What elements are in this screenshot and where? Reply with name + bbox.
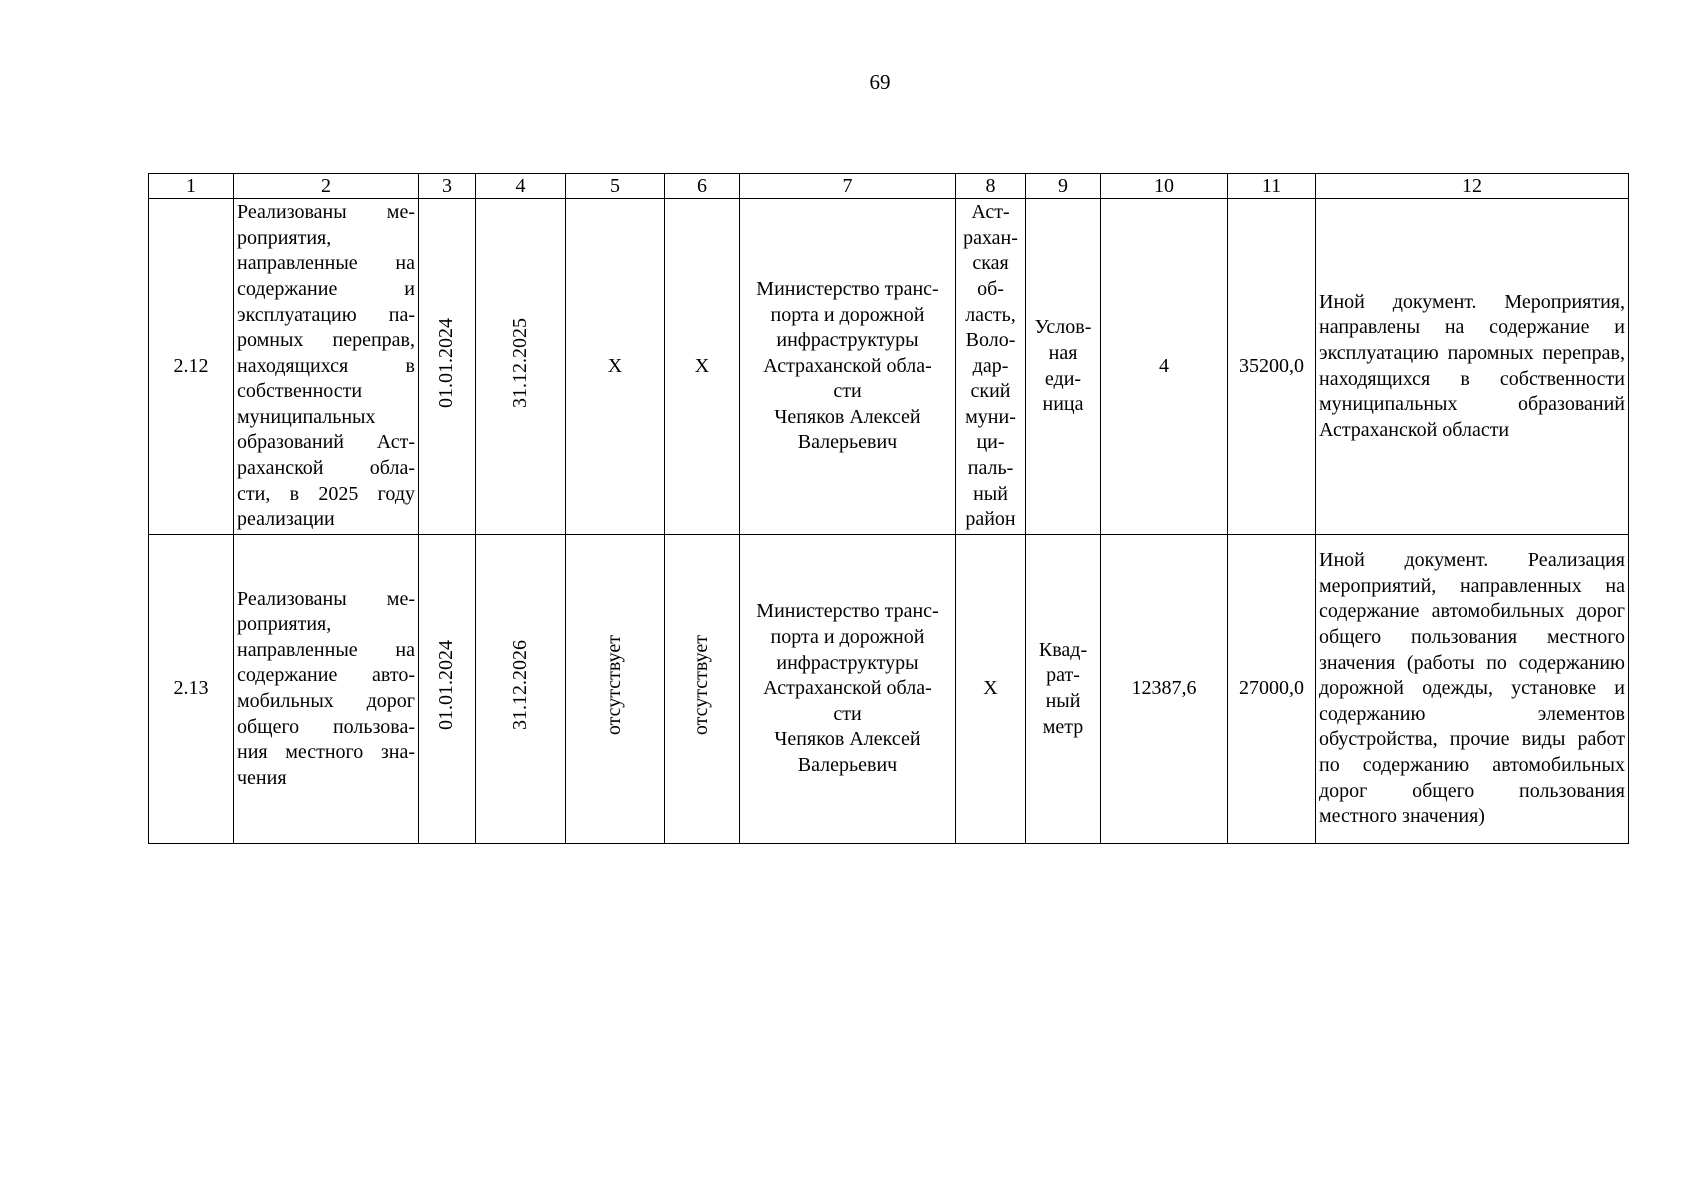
text-line: Валерьевич [797, 431, 898, 454]
text-line: рат- [1046, 664, 1080, 687]
header-cell: 9 [1026, 174, 1101, 199]
col5-cell: Х [566, 199, 665, 535]
territory-cell [956, 199, 1026, 535]
unit-lines [1029, 638, 1097, 740]
text-line: Услов- [1034, 316, 1092, 339]
col6-text: отсутствует [690, 635, 713, 736]
result-cell [234, 199, 419, 535]
territory-lines [959, 200, 1022, 533]
header-cell: 11 [1228, 174, 1316, 199]
document-cell: Иной документ. Реализация мероприятий, направленных на содержание автомобильных дорог общего пользования местного значения (работы по содержанию дорожной одежды, установке и содержанию элементов обустройства, прочие виды работ по содержанию автомобильных дорог общего пользования местного значения) [1316, 535, 1629, 844]
text-line: ный [973, 482, 1008, 505]
responsible-cell [740, 199, 956, 535]
col6-cell [665, 535, 740, 844]
header-cell: 7 [740, 174, 956, 199]
header-cell: 2 [234, 174, 419, 199]
header-cell: 5 [566, 174, 665, 199]
page-number: 69 [869, 70, 891, 94]
text-line: образований Аст- [237, 431, 415, 454]
start-date: 01.01.2024 [435, 640, 458, 731]
text-line: роприятия, [237, 613, 332, 636]
header-cell: 1 [149, 174, 234, 199]
col5-cell [566, 535, 665, 844]
header-cell: 8 [956, 174, 1026, 199]
text-line: Воло- [965, 329, 1016, 352]
text-line: общего пользова- [237, 715, 415, 738]
text-line: муни- [965, 405, 1016, 428]
text-line: раханской обла- [237, 457, 415, 480]
text-line: находящихся в [237, 354, 415, 377]
text-line: направленные на [237, 252, 415, 275]
col6-cell: Х [665, 199, 740, 535]
table-header-row [149, 174, 1629, 199]
start-date: 01.01.2024 [435, 317, 458, 408]
table-row [149, 199, 1629, 535]
data-table [148, 173, 1629, 844]
text-line: об- [977, 277, 1004, 300]
text-line: чения [237, 766, 287, 789]
header-cell: 3 [419, 174, 476, 199]
unit-cell [1026, 199, 1101, 535]
funding-cell: 35200,0 [1228, 199, 1316, 535]
text-line: порта и дорожной [770, 303, 925, 326]
territory-cell: Х [956, 535, 1026, 844]
responsible-lines [743, 277, 952, 456]
end-date-cell [476, 199, 566, 535]
text-line: содержание авто- [237, 664, 415, 687]
text-line: Аст- [971, 201, 1010, 224]
text-line: Министерство транс- [756, 277, 939, 300]
text-line: паль- [967, 457, 1014, 480]
result-cell [234, 535, 419, 844]
table-row [149, 535, 1629, 844]
text-line: Министерство транс- [756, 600, 939, 623]
text-line: Астраханской обла- [763, 354, 932, 377]
header-cell: 10 [1101, 174, 1228, 199]
end-date-cell [476, 535, 566, 844]
text-line: инфраструктуры [776, 329, 919, 352]
text-line: рахан- [963, 226, 1018, 249]
text-line: ная [1048, 341, 1078, 364]
unit-lines [1029, 315, 1097, 417]
text-line: собственности [237, 380, 363, 403]
text-line: Квад- [1038, 638, 1088, 661]
header-cell: 6 [665, 174, 740, 199]
text-line: порта и дорожной [770, 626, 925, 649]
text-line: ница [1042, 393, 1084, 416]
text-line: ласть, [965, 303, 1016, 326]
document-cell: Иной документ. Мероприятия, направлены на содержание и эксплуатацию паромных переправ, находящихся в собственности муниципальных образований Астраханской области [1316, 199, 1629, 535]
text-line: сти [833, 702, 862, 725]
text-line: мобильных дорог [237, 690, 415, 712]
text-line: инфраструктуры [776, 651, 919, 674]
text-line: Реализованы ме- [237, 201, 415, 224]
start-date-cell [419, 535, 476, 844]
text-line: ская [972, 252, 1009, 275]
col5-text: отсутствует [603, 635, 626, 736]
text-line: Реализованы ме- [237, 587, 415, 610]
text-line: реализации [237, 508, 335, 531]
text-line: дар- [972, 354, 1009, 377]
text-line: Чепяков Алексей [774, 728, 921, 751]
row-number: 2.12 [149, 199, 234, 535]
text-line: муниципальных [237, 405, 376, 428]
text-line: эксплуатацию па- [237, 303, 415, 326]
text-line: ский [970, 380, 1011, 403]
text-line: ромных переправ, [237, 329, 415, 352]
result-lines [237, 200, 415, 533]
text-line: Валерьевич [797, 753, 898, 776]
funding-cell: 27000,0 [1228, 535, 1316, 844]
text-line: роприятия, [237, 226, 332, 249]
text-line: ния местного зна- [237, 741, 415, 764]
text-line: ци- [976, 431, 1005, 454]
text-line: Астраханской обла- [763, 677, 932, 700]
responsible-lines [743, 599, 952, 778]
text-line: сти, в 2025 году [237, 482, 415, 505]
value-cell: 4 [1101, 199, 1228, 535]
end-date: 31.12.2026 [508, 640, 531, 731]
text-line: еди- [1044, 367, 1082, 390]
text-line: район [965, 508, 1016, 531]
unit-cell [1026, 535, 1101, 844]
text-line: содержание и [237, 277, 415, 300]
responsible-cell [740, 535, 956, 844]
text-line: ный [1045, 690, 1081, 712]
row-number: 2.13 [149, 535, 234, 844]
result-lines [237, 587, 415, 792]
text-line: Чепяков Алексей [774, 405, 921, 428]
text-line: направленные на [237, 638, 415, 661]
header-cell: 4 [476, 174, 566, 199]
value-cell: 12387,6 [1101, 535, 1228, 844]
text-line: сти [833, 380, 862, 403]
start-date-cell [419, 199, 476, 535]
end-date: 31.12.2025 [508, 317, 531, 408]
header-cell: 12 [1316, 174, 1629, 199]
text-line: метр [1042, 715, 1084, 738]
